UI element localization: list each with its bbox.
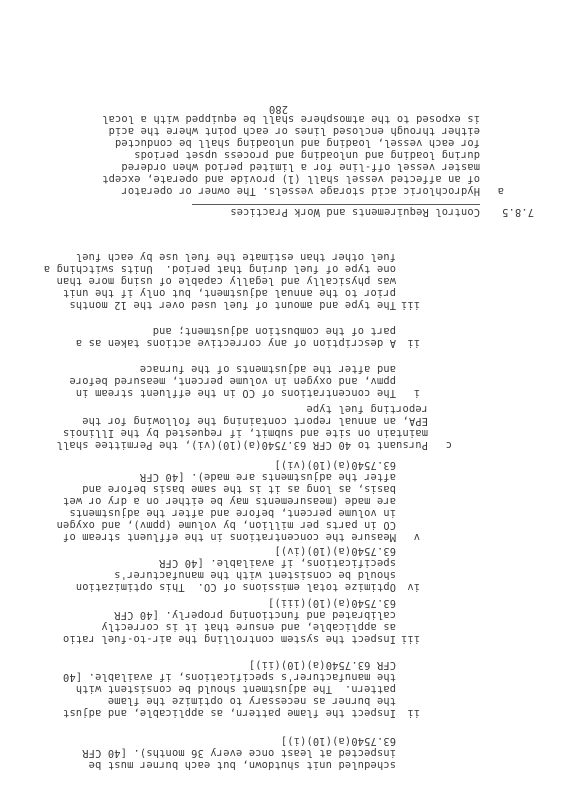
paragraph-line: as applicable, and ensure that it is correctly — [101, 621, 396, 633]
paragraph-line: prior to the annual adjustment, but only if the unit — [62, 287, 396, 299]
paragraph-line: 63.7540(a)(10)(vi)] — [274, 459, 396, 471]
paragraph-line: basis, as long as it is the same basis before and — [82, 483, 396, 495]
page-number: 280 — [268, 103, 288, 115]
paragraph-line: Hydrochloric acid storage vessels. The owner or operator — [121, 185, 480, 197]
paragraph-line: Measure the concentrations in the effluent stream of — [62, 531, 396, 543]
section-number: 7.8.5 — [501, 206, 534, 218]
paragraph-line: are made (measurements may be either on a dry or wet — [62, 495, 396, 507]
item-marker: iii — [400, 299, 420, 311]
item-marker: ii — [407, 337, 420, 349]
paragraph-line: maintain on site and submit, if requested by the Illinois — [62, 427, 428, 439]
paragraph-line: part of the combustion adjustment; and — [152, 325, 396, 337]
paragraph-line: during loading and unloading and process upset periods — [134, 149, 480, 161]
paragraph-line: 63.7540(a)(10)(iii)] — [267, 597, 396, 609]
paragraph-line: inspected at least once every 36 months). [40 CFR — [82, 747, 396, 759]
paragraph-line: was physically and legally capable of using more than — [56, 275, 396, 287]
paragraph-line: master vessel off-line for a limited period when ordered — [121, 161, 480, 173]
paragraph-line: pattern. The adjustment should be consistent with — [75, 683, 396, 695]
paragraph-line: CFR 63.7540(a)(10)(ii)] — [248, 659, 396, 671]
paragraph-line: CO in parts per million, by volume (ppmv), and oxygen — [56, 519, 396, 531]
item-marker: iii — [400, 633, 420, 645]
section-title-underline — [192, 204, 480, 205]
paragraph-line: ppmv, and oxygen in volume percent, measured before — [69, 375, 396, 387]
paragraph-line: should be consistent with the manufacturer's — [114, 569, 396, 581]
paragraph-line: calibrated and functioning properly. [40 CFR — [114, 609, 396, 621]
paragraph-line: and after the adjustments of the furnace — [139, 363, 396, 375]
item-marker: i — [413, 387, 420, 399]
paragraph-line: A description of any corrective actions taken as a — [75, 337, 396, 349]
item-marker: ii — [407, 707, 420, 719]
paragraph-line: Pursuant to 40 CFR 63.7540(a)(10)(vi), the Permittee shall — [56, 439, 428, 451]
paragraph-line: one type of fuel during that period. Units switching a — [43, 263, 396, 275]
paragraph-line: the burner as necessary to optimize the flame — [107, 695, 396, 707]
paragraph-line: 63.7540(a)(10)(i)] — [280, 735, 396, 747]
paragraph-line: Inspect the flame pattern, as applicable, and adjust — [62, 707, 396, 719]
paragraph-line: Optimize total emissions of CO. This optimization — [75, 581, 396, 593]
item-marker: v — [413, 531, 420, 543]
item-marker: c — [445, 439, 452, 451]
paragraph-line: The concentrations of CO in the effluent stream in — [75, 387, 396, 399]
paragraph-line: after the adjustments are made). [40 CFR — [139, 471, 396, 483]
item-marker: a — [497, 185, 504, 197]
paragraph-line: specifications, if available. [40 CFR — [158, 557, 396, 569]
paragraph-line: in volume percent, before and after the adjustments — [69, 507, 396, 519]
paragraph-line: for each vessel, loading and unloading shall be conducted — [114, 137, 480, 149]
paragraph-line: either through enclosed lines or each point where the acid — [108, 125, 480, 137]
section-title: Control Requirements and Work Practices — [230, 206, 480, 218]
paragraph-line: EPA, an annual report containing the following for the — [82, 415, 428, 427]
paragraph-line: is exposed to the atmosphere shall be equipped with a local — [102, 113, 480, 125]
paragraph-line: 63.7540(a)(10)(iv)] — [274, 545, 396, 557]
paragraph-line: The type and amount of fuel used over the 12 months — [69, 299, 396, 311]
paragraph-line: scheduled unit shutdown, but each burner must be — [88, 759, 396, 771]
paragraph-line: fuel other than estimate the fuel use by each fuel — [75, 251, 396, 263]
paragraph-line: reporting fuel type — [306, 403, 428, 415]
paragraph-line: of an affected vessel shall (1) provide and operate, except — [102, 173, 480, 185]
paragraph-line: Inspect the system controlling the air-to-fuel ratio — [62, 633, 396, 645]
paragraph-line: the manufacturer's specifications, if available. [40 — [62, 671, 396, 683]
item-marker: iv — [407, 581, 420, 593]
